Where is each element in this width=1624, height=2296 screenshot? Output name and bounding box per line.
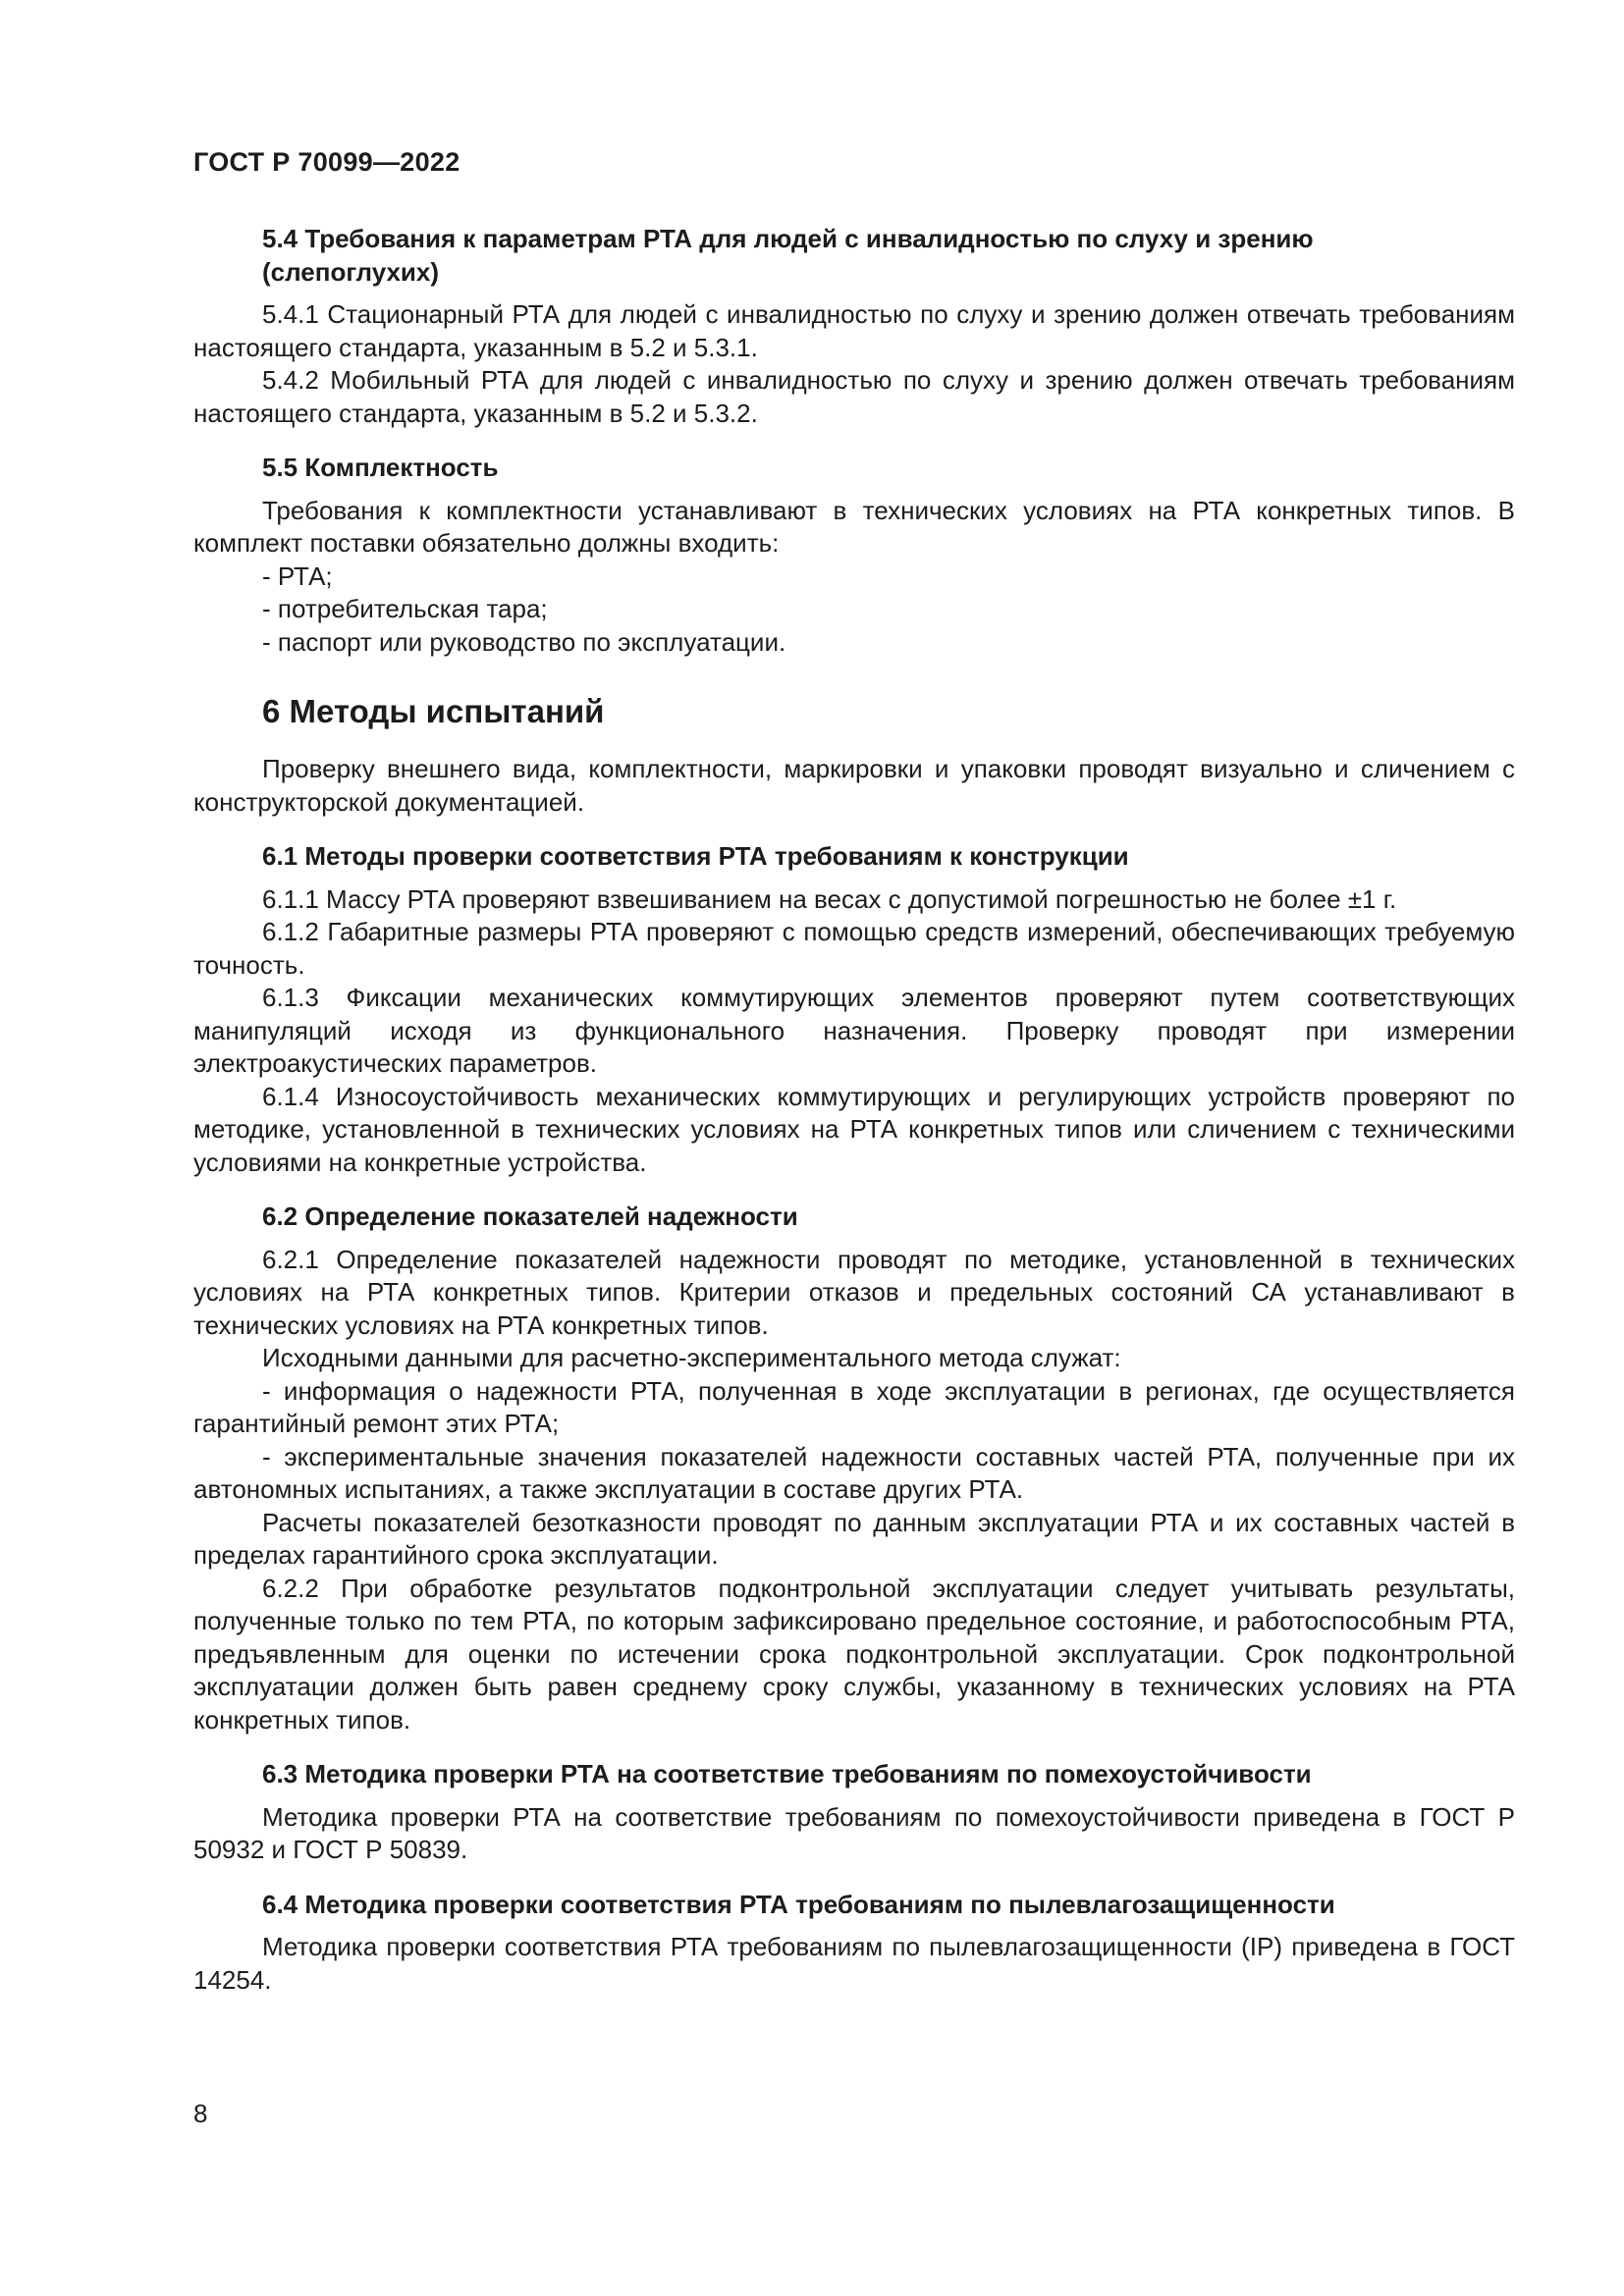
section-6-4-title: 6.4 Методика проверки соответствия РТА требованиям по пылевлагозащищенности <box>262 1889 1335 1919</box>
list-item: - РТА; <box>262 561 333 591</box>
section-5-4-title-line1: 5.4 Требования к параметрам РТА для людей с инвалидностью по слуху и зрению <box>262 224 1314 253</box>
page-number: 8 <box>193 2099 208 2128</box>
paragraph-6-1-3: 6.1.3 Фиксации механических коммутирующих элементов проверяют путем соответствующих манипуляций исходя из функционального назначения. Проверку проводят при измерении электроакустических параметров. <box>193 983 1515 1078</box>
paragraph-5-4-2: 5.4.2 Мобильный РТА для людей с инвалидностью по слуху и зрению должен отвечать требованиям настоящего стандарта, указанным в 5.2 и 5.3.2. <box>193 365 1515 428</box>
document-header: ГОСТ Р 70099—2022 <box>193 147 460 177</box>
document-body <box>193 223 1515 1997</box>
paragraph-6-1-2: 6.1.2 Габаритные размеры РТА проверяют с помощью средств измерений, обеспечивающих требуемую точность. <box>193 917 1515 980</box>
section-6-3-title: 6.3 Методика проверки РТА на соответствие требованиям по помехоустойчивости <box>262 1759 1312 1789</box>
paragraph-6-intro: Проверку внешнего вида, комплектности, маркировки и упаковки проводят визуально и сличением с конструкторской документацией. <box>193 754 1515 817</box>
paragraph-5-5-1: Требования к комплектности устанавливают в технических условиях на РТА конкретных типов. В комплект поставки обязательно должны входить: <box>193 495 1515 558</box>
paragraph-6-2-sources: Исходными данными для расчетно-экспериментального метода служат: <box>262 1343 1121 1372</box>
paragraph-6-1-4: 6.1.4 Износоустойчивость механических коммутирующих и регулирующих устройств проверяют по методике, установленной в технических условиях на РТА конкретных типов или сличением с техническими условиями на конкретные устройства. <box>193 1081 1515 1177</box>
paragraph-6-2-1: 6.2.1 Определение показателей надежности проводят по методике, установленной в технических условиях на РТА конкретных типов. Критерии отказов и предельных состояний СА устанавливают в технических условиях на РТА конкретных типов. <box>193 1244 1515 1340</box>
section-6-title: 6 Методы испытаний <box>262 693 605 729</box>
paragraph-6-4: Методика проверки соответствия РТА требованиям по пылевлагозащищенности (IP) приведена в ГОСТ 14254. <box>193 1932 1515 1995</box>
section-5-5-title: 5.5 Комплектность <box>262 453 499 482</box>
paragraph-6-2-item2: - экспериментальные значения показателей надежности составных частей РТА, полученные при их автономных испытаниях, а также эксплуатации в составе других РТА. <box>193 1441 1515 1504</box>
section-6-2-title: 6.2 Определение показателей надежности <box>262 1201 798 1231</box>
section-5-4-title <box>193 223 1515 289</box>
list-item: - потребительская тара; <box>262 594 548 623</box>
section-6-1-title: 6.1 Методы проверки соответствия РТА требованиям к конструкции <box>262 841 1129 871</box>
paragraph-6-1-1: 6.1.1 Массу РТА проверяют взвешиванием на весах с допустимой погрешностью не более ±1 г. <box>262 883 1397 914</box>
section-5-4-title-line2: (слепоглухих) <box>262 256 440 287</box>
paragraph-6-2-2: 6.2.2 При обработке результатов подконтрольной эксплуатации следует учитывать результаты, полученные только по тем РТА, по которым зафиксировано предельное состояние, и работоспособным РТА, предъявленным для оценки по истечении срока подконтрольной эксплуатации. Срок подконтрольной эксплуатации должен быть равен среднему сроку службы, указанному в технических условиях на РТА конкретных типов. <box>193 1573 1515 1735</box>
paragraph-5-4-1: 5.4.1 Стационарный РТА для людей с инвалидностью по слуху и зрению должен отвечать требованиям настоящего стандарта, указанным в 5.2 и 5.3.1. <box>193 299 1515 362</box>
list-item: - паспорт или руководство по эксплуатации. <box>262 626 786 657</box>
paragraph-6-2-item1: - информация о надежности РТА, полученная в ходе эксплуатации в регионах, где осуществляется гарантийный ремонт этих РТА; <box>193 1375 1515 1438</box>
paragraph-6-3: Методика проверки РТА на соответствие требованиям по помехоустойчивости приведена в ГОСТ Р 50932 и ГОСТ Р 50839. <box>193 1801 1515 1864</box>
paragraph-6-2-calc: Расчеты показателей безотказности проводят по данным эксплуатации РТА и их составных частей в пределах гарантийного срока эксплуатации. <box>193 1507 1515 1570</box>
